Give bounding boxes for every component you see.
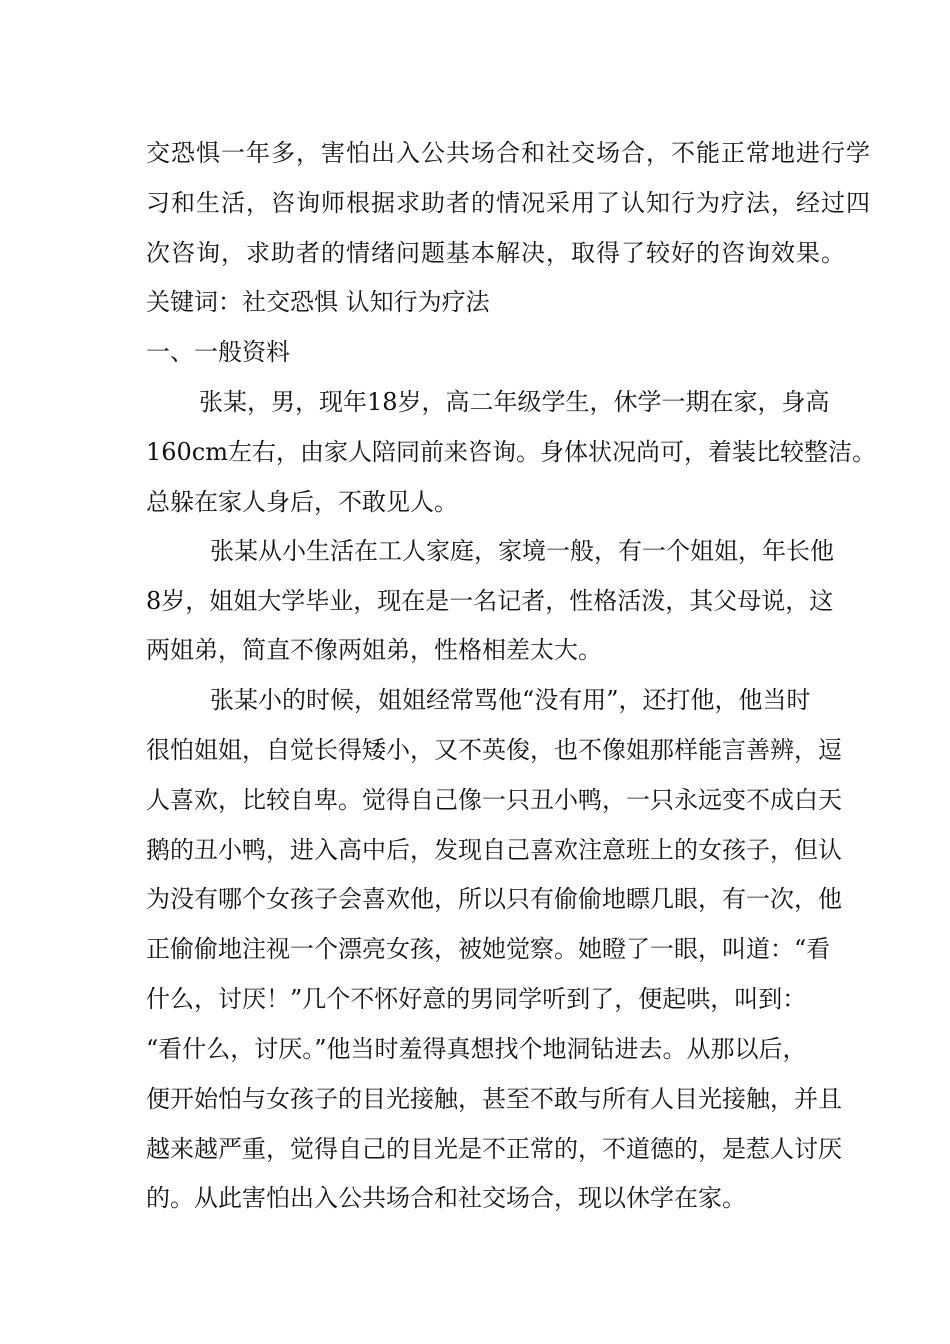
abstract-line: 交恐惧一年多，害怕出入公共场合和社交场合，不能正常地进行学 <box>146 139 871 167</box>
paragraph-line: 越来越严重，觉得自己的目光是不正常的，不道德的，是惹人讨厌 <box>146 1135 842 1163</box>
paragraph-line: 便开始怕与女孩子的目光接触，甚至不敢与所有人目光接触，并且 <box>146 1085 842 1113</box>
abstract-line: 次咨询，求助者的情绪问题基本解决，取得了较好的咨询效果。 <box>146 239 846 267</box>
paragraph-line: 很怕姐姐，自觉长得矮小，又不英俊，也不像姐那样能言善辨，逗 <box>146 736 842 764</box>
paragraph-line: 160cm左右，由家人陪同前来咨询。身体状况尚可，着装比较整洁。 <box>146 438 877 466</box>
paragraph-line: 的。从此害怕出入公共场合和社交场合，现以休学在家。 <box>146 1184 746 1212</box>
paragraph-line: 正偷偷地注视一个漂亮女孩，被她觉察。她瞪了一眼，叫道：“看 <box>146 935 831 963</box>
paragraph-line: 张某从小生活在工人家庭，家境一般，有一个姐姐，年长他 <box>210 537 834 565</box>
paragraph-line: 人喜欢，比较自卑。觉得自己像一只丑小鸭，一只永远变不成白天 <box>146 786 842 814</box>
abstract-line: 习和生活，咨询师根据求助者的情况采用了认知行为疗法，经过四 <box>146 189 871 217</box>
paragraph-line: 总躲在家人身后，不敢见人。 <box>146 488 458 516</box>
paragraph-line: 为没有哪个女孩子会喜欢他，所以只有偷偷地瞟几眼，有一次，他 <box>146 885 842 913</box>
paragraph-line: 鹅的丑小鸭，进入高中后，发现自己喜欢注意班上的女孩子，但认 <box>146 836 842 864</box>
paragraph-line: “看什么，讨厌。”他当时羞得真想找个地洞钻进去。从那以后， <box>146 1035 807 1063</box>
paragraph-line: 两姐弟，简直不像两姐弟，性格相差太大。 <box>146 636 602 664</box>
paragraph-line: 8岁，姐姐大学毕业，现在是一名记者，性格活泼，其父母说，这 <box>146 587 834 615</box>
keywords-line: 关键词：社交恐惧 认知行为疗法 <box>146 288 490 316</box>
paragraph-line: 张某，男，现年18岁，高二年级学生，休学一期在家，身高 <box>199 388 830 416</box>
paragraph-line: 什么，讨厌！”几个不怀好意的男同学听到了，便起哄，叫到： <box>146 985 807 1013</box>
paragraph-line: 张某小的时候，姐姐经常骂他“没有用”，还打他，他当时 <box>210 686 811 714</box>
section-heading: 一、一般资料 <box>146 338 290 366</box>
